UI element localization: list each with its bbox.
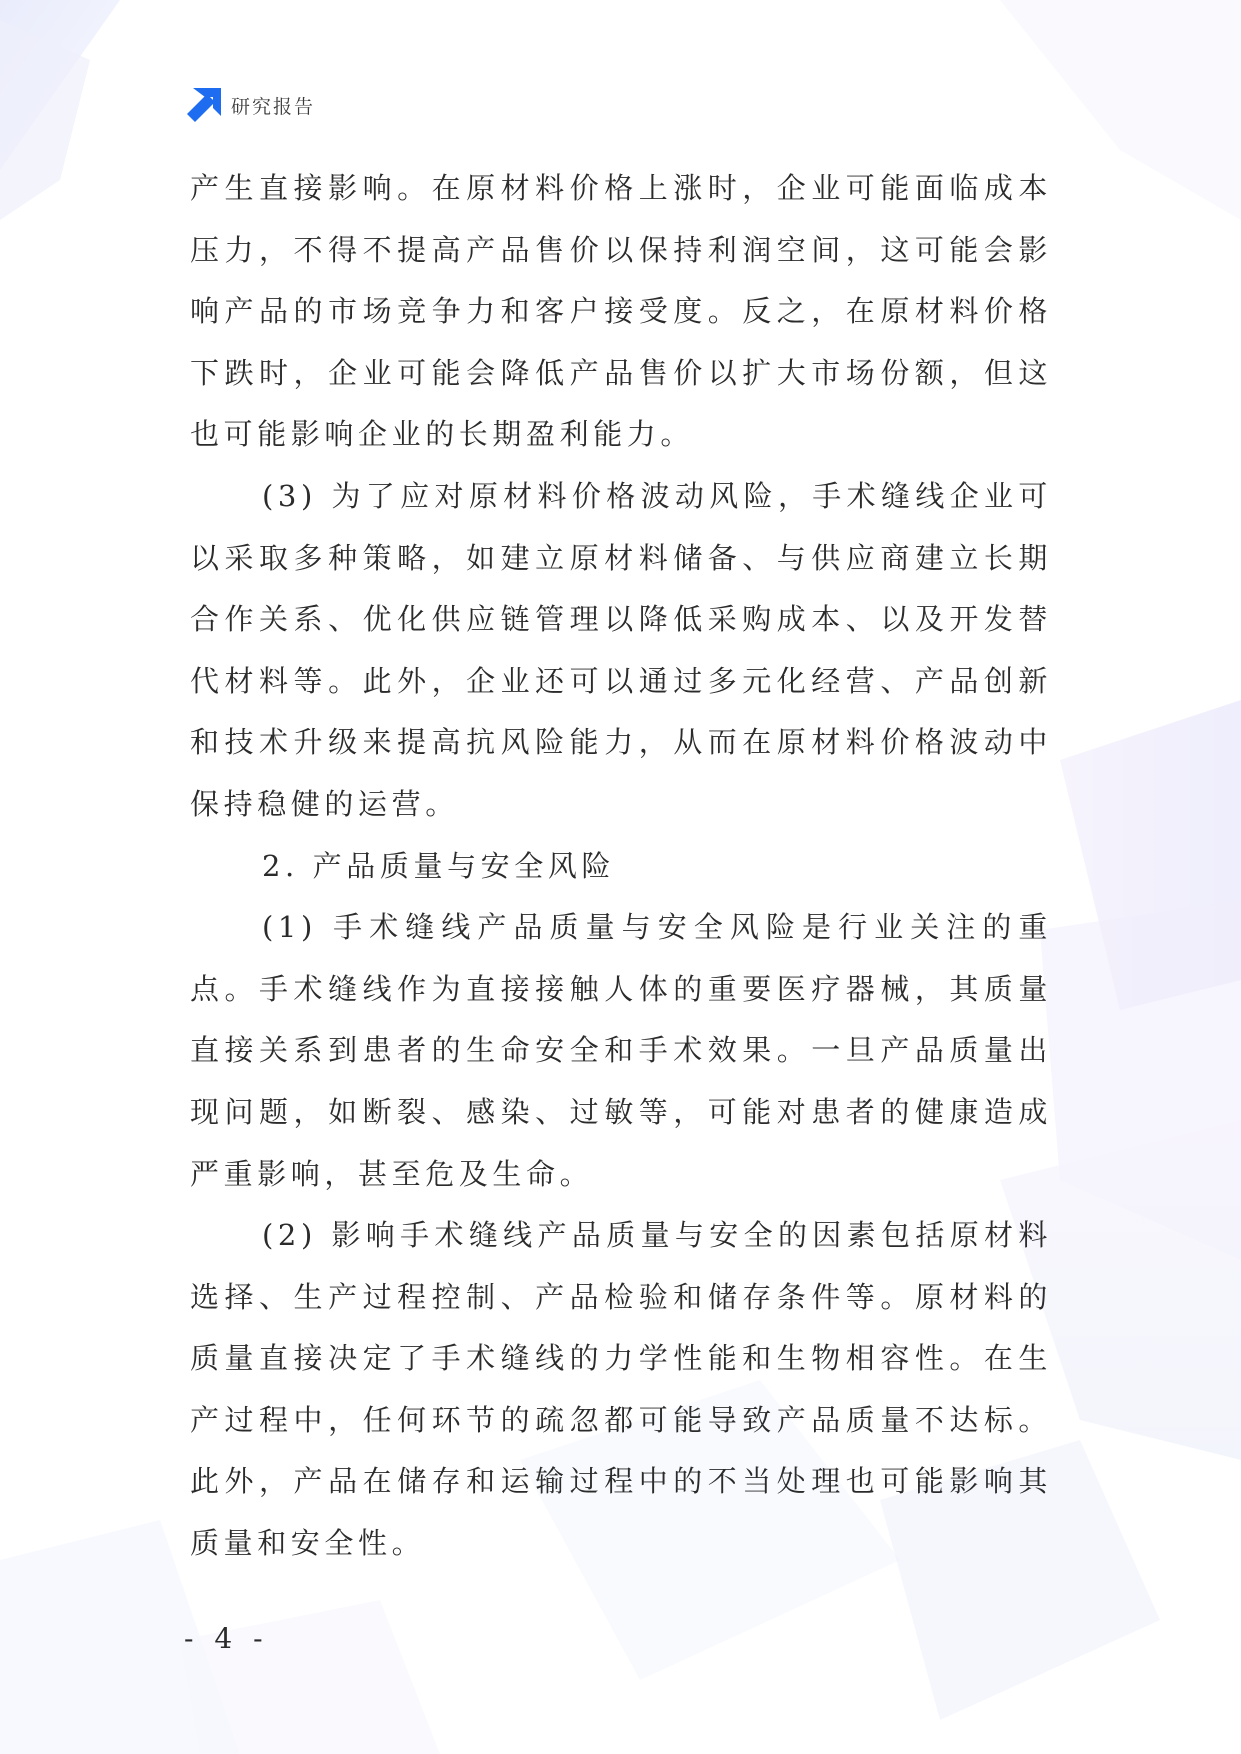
- paragraph: (2) 影响手术缝线产品质量与安全的因素包括原材料选择、生产过程控制、产品检验和储存条件等。原材料的质量直接决定了手术缝线的力学性能和生物相容性。在生产过程中，任何环节的疏忽都可能导致产品质量不达标。此外，产品在储存和运输过程中的不当处理也可能影响其质量和安全性。: [190, 1218, 1052, 1561]
- paragraph: (1) 手术缝线产品质量与安全风险是行业关注的重点。手术缝线作为直接接触人体的重要医疗器械，其质量直接关系到患者的生命安全和手术效果。一旦产品质量出现问题，如断裂、感染、过敏等，可能对患者的健康造成严重影响，甚至危及生命。: [190, 910, 1052, 1191]
- paragraph: (3) 为了应对原材料价格波动风险，手术缝线企业可以采取多种策略，如建立原材料储备、与供应商建立长期合作关系、优化供应链管理以降低采购成本、以及开发替代材料等。此外，企业还可以通过多元化经营、产品创新和技术升级来提高抗风险能力，从而在原材料价格波动中保持稳健的运营。: [190, 478, 1052, 821]
- header-title: 研究报告: [231, 95, 316, 118]
- report-header: [187, 88, 315, 122]
- page-number: - 4 -: [184, 1622, 269, 1655]
- paragraph: 产生直接影响。在原材料价格上涨时，企业可能面临成本压力，不得不提高产品售价以保持利润空间，这可能会影响产品的市场竞争力和客户接受度。反之，在原材料价格下跌时，企业可能会降低产品售价以扩大市场份额，但这也可能影响企业的长期盈利能力。: [190, 171, 1052, 452]
- document-body: [190, 158, 1052, 1575]
- arrow-logo-icon: [187, 88, 221, 122]
- section-heading: 2. 产品质量与安全风险: [262, 848, 616, 883]
